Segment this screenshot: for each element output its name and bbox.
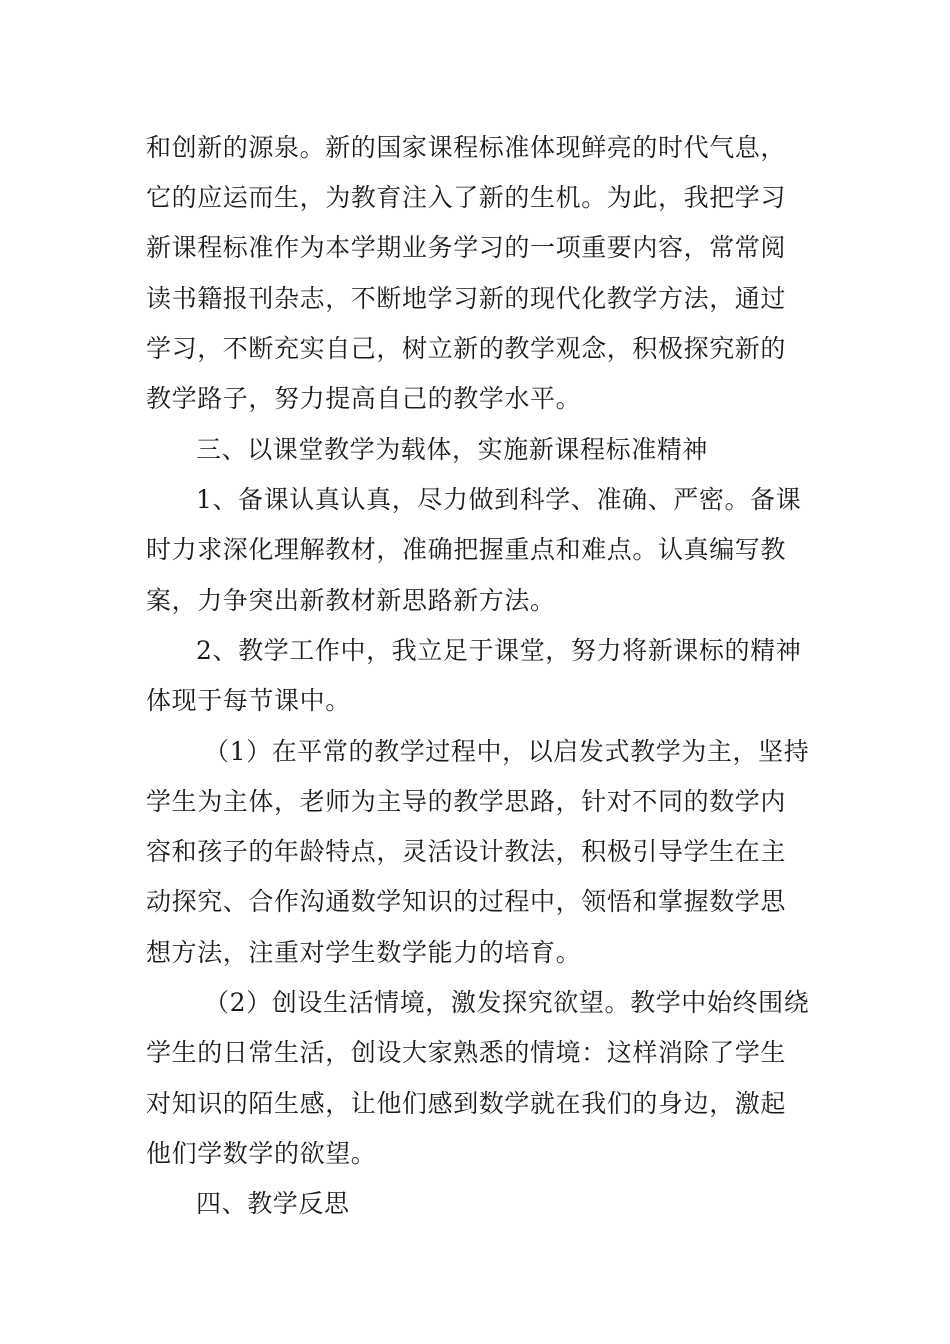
paragraph-line: 动探究、合作沟通数学知识的过程中，领悟和掌握数学思	[146, 887, 787, 916]
paragraph-line: 时力求深化理解教材，准确把握重点和难点。认真编写教	[146, 535, 787, 564]
paragraph-line: 新课程标准作为本学期业务学习的一项重要内容，常常阅	[146, 233, 787, 262]
paragraph-line: 它的应运而生，为教育注入了新的生机。为此，我把学习	[146, 183, 787, 212]
paragraph-line: （2）创设生活情境，激发探究欲望。教学中始终围绕	[204, 988, 810, 1017]
paragraph-line: 想方法，注重对学生数学能力的培育。	[146, 938, 582, 967]
paragraph-line: （1）在平常的教学过程中，以启发式教学为主，坚持	[204, 737, 810, 766]
paragraph-line: 体现于每节课中。	[146, 686, 351, 715]
paragraph-line: 和创新的源泉。新的国家课程标准体现鲜亮的时代气息，	[146, 133, 787, 162]
paragraph-line: 学习，不断充实自己，树立新的教学观念，积极探究新的	[146, 334, 787, 363]
paragraph-line: 学生为主体，老师为主导的教学思路，针对不同的数学内	[146, 787, 787, 816]
paragraph-line: 读书籍报刊杂志，不断地学习新的现代化教学方法，通过	[146, 284, 787, 313]
paragraph-line: 他们学数学的欲望。	[146, 1139, 377, 1168]
paragraph-line: 案，力争突出新教材新思路新方法。	[146, 586, 556, 615]
paragraph-line: 2、教学工作中，我立足于课堂，努力将新课标的精神	[196, 636, 802, 665]
section-heading: 四、教学反思	[196, 1189, 350, 1218]
paragraph-line: 对知识的陌生感，让他们感到数学就在我们的身边，激起	[146, 1089, 787, 1118]
section-heading: 三、以课堂教学为载体，实施新课程标准精神	[196, 435, 709, 464]
paragraph-line: 容和孩子的年龄特点，灵活设计教法，积极引导学生在主	[146, 837, 787, 866]
paragraph-line: 教学路子，努力提高自己的教学水平。	[146, 384, 582, 413]
paragraph-line: 学生的日常生活，创设大家熟悉的情境：这样消除了学生	[146, 1038, 787, 1067]
paragraph-line: 1、备课认真认真，尽力做到科学、准确、严密。备课	[196, 485, 802, 514]
